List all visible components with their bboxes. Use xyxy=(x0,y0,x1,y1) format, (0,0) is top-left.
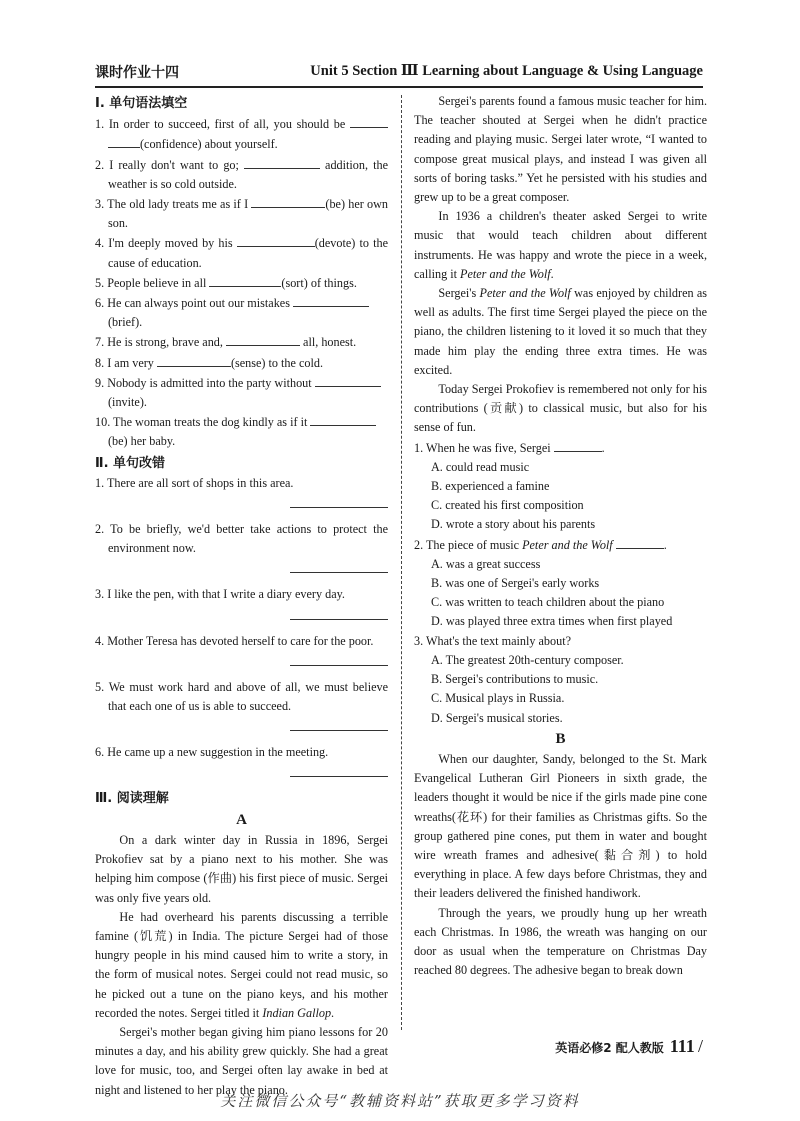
answer-blank[interactable] xyxy=(157,353,231,367)
reading-question-1: 1. When he was five, Sergei . xyxy=(414,438,707,458)
answer-blank[interactable] xyxy=(554,438,602,452)
assignment-title: 课时作业十四 xyxy=(95,65,179,81)
grammar-question-6: 6. He can always point out our mistakes (brief). xyxy=(95,293,388,332)
section-3-title: Ⅲ. 阅读理解 xyxy=(95,791,169,807)
answer-line[interactable] xyxy=(290,558,388,573)
passage-a-paragraph-2: He had overheard his parents discussing a terrible famine (饥荒) in India. The picture Sergei had of those hungry people in his mind caused him to write a story, in the form of musical notes. Sergei could not read music, so he picked out a tune on the piano keys, and his mother recorded the notes. Sergei titled it Indian Gallop. xyxy=(95,909,388,1020)
grammar-question-2: 2. I really don't want to go; addition, the weather is so cold outside. xyxy=(95,155,388,194)
book-label: 英语必修2 配人教版 xyxy=(555,1041,664,1055)
answer-line[interactable] xyxy=(290,605,388,620)
option[interactable]: B. Sergei's contributions to music. xyxy=(431,672,599,687)
grammar-question-3: 3. The old lady treats me as if I (be) her own son. xyxy=(95,194,388,233)
answer-blank[interactable] xyxy=(251,194,325,208)
correction-question-1: 1. There are all sort of shops in this area. xyxy=(95,475,294,490)
page-header xyxy=(95,62,703,84)
answer-blank[interactable] xyxy=(108,134,140,148)
answer-blank[interactable] xyxy=(237,233,315,247)
grammar-question-4: 4. I'm deeply moved by his (devote) to the cause of education. xyxy=(95,233,388,272)
answer-blank[interactable] xyxy=(350,114,388,128)
unit-title: Unit 5 Section Ⅲ Learning about Language & Using Language xyxy=(310,63,703,79)
section-2-title: Ⅱ. 单句改错 xyxy=(95,455,166,471)
answer-blank[interactable] xyxy=(315,373,381,387)
passage-b-paragraph-2: Through the years, we proudly hung up her wreath each Christmas. In 1986, the wreath was hanging on our door as usual when the temperature on Christmas Day reached 80 degrees. The adhesive began to break down xyxy=(414,905,707,978)
option[interactable]: A. could read music xyxy=(431,459,530,474)
passage-a-paragraph-5: In 1936 a children's theater asked Sergei to write music that would teach children about different instruments. He was happy and wrote the piece in a week, calling it Peter and the Wolf. xyxy=(414,209,707,281)
section-1-title: Ⅰ. 单句语法填空 xyxy=(95,96,188,111)
option[interactable]: D. wrote a story about his parents xyxy=(431,517,596,532)
grammar-question-1: 1. In order to succeed, first of all, you should be (confidence) about yourself. xyxy=(95,114,388,154)
passage-a-label: A xyxy=(236,811,247,828)
correction-question-4: 4. Mother Teresa has devoted herself to care for the poor. xyxy=(95,633,374,648)
answer-blank[interactable] xyxy=(209,273,281,287)
reading-question-3: 3. What's the text mainly about? xyxy=(414,633,571,648)
grammar-question-7: 7. He is strong, brave and, all, honest. xyxy=(95,332,388,352)
answer-line[interactable] xyxy=(290,762,388,777)
grammar-question-8: 8. I am very (sense) to the cold. xyxy=(95,353,388,373)
page-footer: 英语必修2 配人教版 111 / xyxy=(555,1036,703,1056)
passage-b-label: B xyxy=(555,730,566,747)
answer-blank[interactable] xyxy=(226,332,300,346)
handwritten-note: 关注微信公众号“教辅资料站”获取更多学习资料 xyxy=(220,1092,580,1110)
passage-b-paragraph-1: When our daughter, Sandy, belonged to the St. Mark Evangelical Lutheran Girl Pioneers in sixth grade, the leaders thought it would be nice if the girls made pine cone wreaths(花环) for their families as Christmas gifts. So the group gathered pine cones, put them in water and bought wire wreath frames and adhesive(黏合剂) to hold everything in place. A few days before Christmas, they and their leaders delivered the finished handiwork. xyxy=(414,751,707,901)
grammar-question-9: 9. Nobody is admitted into the party without (invite). xyxy=(95,373,388,412)
header-rule xyxy=(95,86,703,88)
column-divider xyxy=(401,95,402,1030)
passage-a-paragraph-1: On a dark winter day in Russia in 1896, Sergei Prokofiev sat by a piano next to his mother. She was helping him compose (作曲) his first piece of music. Sergei was only five years old. xyxy=(95,832,388,905)
passage-a-paragraph-6: Sergei's Peter and the Wolf was enjoyed by children as well as adults. The first time Sergei played the piece on the piano, the children listening to it loved it so much that they made him play the ending three extra times. He was excited. xyxy=(414,286,708,377)
passage-a-paragraph-4: Sergei's parents found a famous music teacher for him. The teacher shouted at Sergei when he didn't practice reading and playing music. Sergei later wrote, “I wanted to compose great musical plays, and instead I was given all sorts of boring tasks.” Yet he persisted with his studies and grew up to be a great composer. xyxy=(414,94,707,205)
grammar-question-10: 10. The woman treats the dog kindly as if it (be) her baby. xyxy=(95,412,388,451)
right-column xyxy=(414,92,707,980)
grammar-question-5: 5. People believe in all (sort) of things. xyxy=(95,273,388,293)
option[interactable]: C. was written to teach children about the piano xyxy=(431,595,665,610)
answer-line[interactable] xyxy=(290,716,388,731)
option[interactable]: D. was played three extra times when first played xyxy=(431,614,673,629)
passage-a-paragraph-3: Sergei's mother began giving him piano lessons for 20 minutes a day, and his ability grew quickly. She had a great love for music, too, and Sergei often lay awake in bed at night and listened to her play the piano. xyxy=(95,1024,388,1097)
answer-line[interactable] xyxy=(290,651,388,666)
correction-question-5: 5. We must work hard and above of all, we must believe that each one of us is able to succeed. xyxy=(95,679,388,714)
option[interactable]: D. Sergei's musical stories. xyxy=(431,710,563,725)
option[interactable]: A. was a great success xyxy=(431,556,541,571)
answer-blank[interactable] xyxy=(616,535,664,549)
left-column xyxy=(95,92,388,1100)
page-number: 111 xyxy=(669,1036,695,1056)
option[interactable]: B. was one of Sergei's early works xyxy=(431,576,600,591)
answer-blank[interactable] xyxy=(244,155,320,169)
correction-question-3: 3. I like the pen, with that I write a diary every day. xyxy=(95,587,345,602)
reading-question-2: 2. The piece of music Peter and the Wolf . xyxy=(414,535,707,555)
correction-question-2: 2. To be briefly, we'd better take actions to protect the environment now. xyxy=(95,522,388,556)
option[interactable]: B. experienced a famine xyxy=(431,479,550,494)
answer-blank[interactable] xyxy=(310,412,376,426)
option[interactable]: A. The greatest 20th-century composer. xyxy=(431,652,624,667)
answer-blank[interactable] xyxy=(293,293,369,307)
passage-a-paragraph-7: Today Sergei Prokofiev is remembered not only for his contributions (贡献) to classical music, but also for his sense of fun. xyxy=(414,382,707,435)
correction-question-6: 6. He came up a new suggestion in the meeting. xyxy=(95,745,329,760)
option[interactable]: C. Musical plays in Russia. xyxy=(431,691,565,706)
option[interactable]: C. created his first composition xyxy=(431,498,584,513)
answer-line[interactable] xyxy=(290,493,388,508)
